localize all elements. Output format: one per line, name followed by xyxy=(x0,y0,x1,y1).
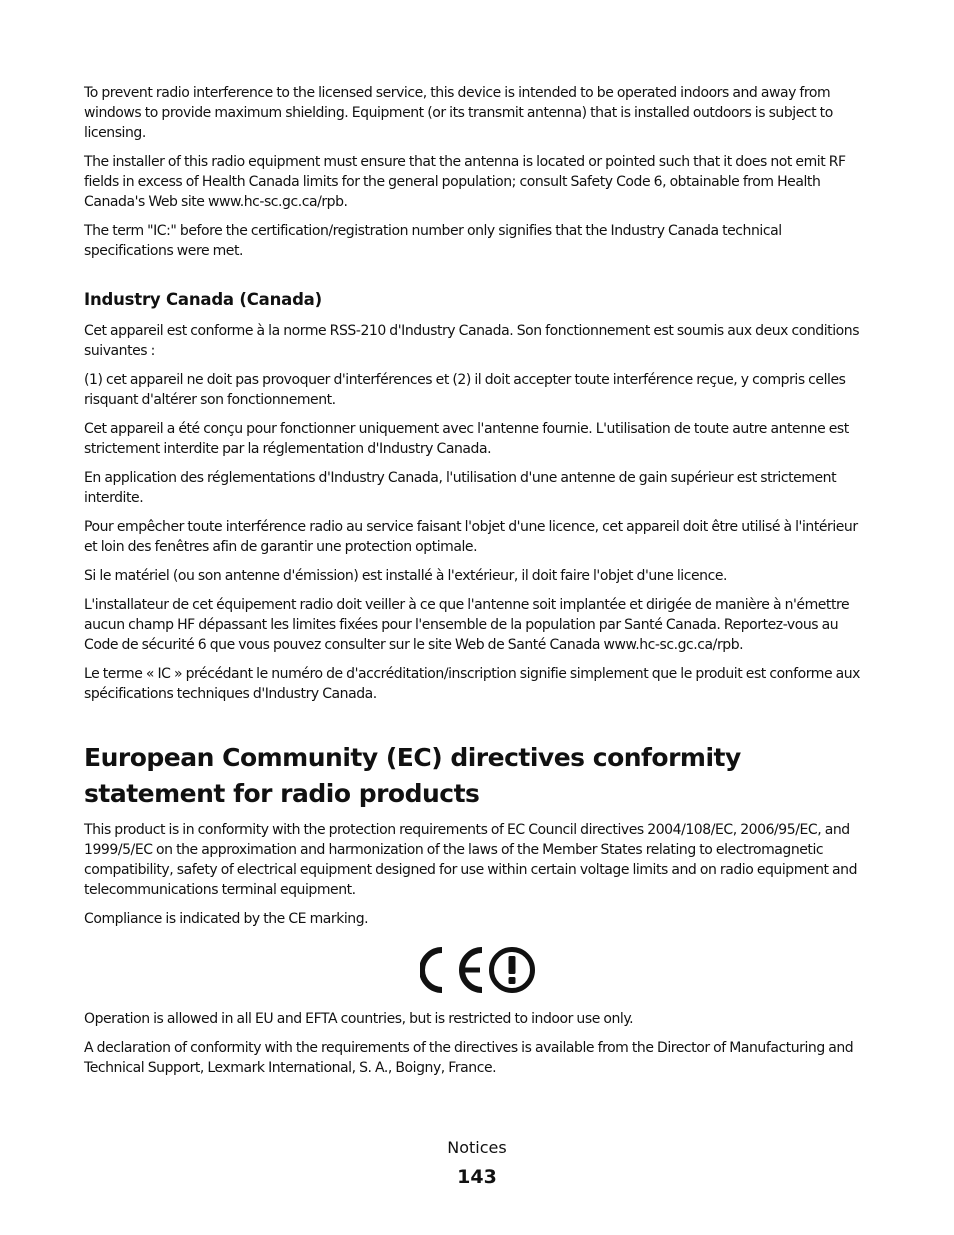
ce-mark-container xyxy=(84,945,872,995)
document-body xyxy=(84,83,872,1087)
canada-paragraph-8: Le terme « IC » précédant le numéro de d'accréditation/inscription signifie simplement que le produit est conforme aux spécifications techniques d'Industry Canada. xyxy=(84,666,861,702)
canada-paragraph-5: Pour empêcher toute interférence radio au service faisant l'objet d'une licence, cet appareil doit être utilisé à l'intérieur et loin des fenêtres afin de garantir une protection optimale. xyxy=(84,519,858,555)
canada-paragraph-1: Cet appareil est conforme à la norme RSS-210 d'Industry Canada. Son fonctionnement est soumis aux deux conditions suivantes : xyxy=(84,323,860,359)
canada-paragraph-3: Cet appareil a été conçu pour fonctionner uniquement avec l'antenne fournie. L'utilisation de toute autre antenne est strictement interdite par la réglementation d'Industry Canada. xyxy=(84,421,849,457)
intro-paragraph-2: The installer of this radio equipment must ensure that the antenna is located or pointed such that it does not emit RF fields in excess of Health Canada limits for the general population; consult Safety Code 6, obtainable from Health Canada's Web site www.hc-sc.gc.ca/rpb. xyxy=(84,154,846,210)
ec-paragraph-3: Operation is allowed in all EU and EFTA countries, but is restricted to indoor use only. xyxy=(84,1011,634,1027)
canada-paragraph-7: L'installateur de cet équipement radio doit veiller à ce que l'antenne soit implantée et dirigée de manière à n'émettre aucun champ HF dépassant les limites fixées pour l'ensemble de la population par Santé Canada. Reportez-vous au Code de sécurité 6 que vous pouvez consulter sur le site Web de Santé Canada www.hc-sc.gc.ca/rpb. xyxy=(84,597,850,653)
intro-paragraph-3: The term "IC:" before the certification/registration number only signifies that the Industry Canada technical specifications were met. xyxy=(84,223,782,259)
ec-paragraph-2: Compliance is indicated by the CE marking. xyxy=(84,911,369,927)
intro-paragraph-1: To prevent radio interference to the licensed service, this device is intended to be operated indoors and away from windows to provide maximum shielding. Equipment (or its transmit antenna) that is installed outdoors is subject to licensing. xyxy=(84,85,833,141)
ec-heading: European Community (EC) directives conformity statement for radio products xyxy=(84,743,741,808)
industry-canada-heading: Industry Canada (Canada) xyxy=(84,290,322,309)
canada-paragraph-2: (1) cet appareil ne doit pas provoquer d'interférences et (2) il doit accepter toute interférence reçue, y compris celles risquant d'altérer son fonctionnement. xyxy=(84,372,846,408)
page-number: 143 xyxy=(457,1166,497,1188)
ce-alert-mark-icon xyxy=(420,945,536,995)
canada-paragraph-6: Si le matériel (ou son antenne d'émission) est installé à l'extérieur, il doit faire l'objet d'une licence. xyxy=(84,568,727,584)
footer-section-label: Notices xyxy=(447,1138,507,1157)
ec-paragraph-1: This product is in conformity with the protection requirements of EC Council directives 2004/108/EC, 2006/95/EC, and 1999/5/EC on the approximation and harmonization of the laws of the Member States relating to electromagnetic compatibility, safety of electrical equipment designed for use within certain voltage limits and on radio equipment and telecommunications terminal equipment. xyxy=(84,822,858,898)
canada-paragraph-4: En application des réglementations d'Industry Canada, l'utilisation d'une antenne de gain supérieur est strictement interdite. xyxy=(84,470,837,506)
ec-paragraph-4: A declaration of conformity with the requirements of the directives is available from the Director of Manufacturing and Technical Support, Lexmark International, S. A., Boigny, France. xyxy=(84,1040,854,1076)
